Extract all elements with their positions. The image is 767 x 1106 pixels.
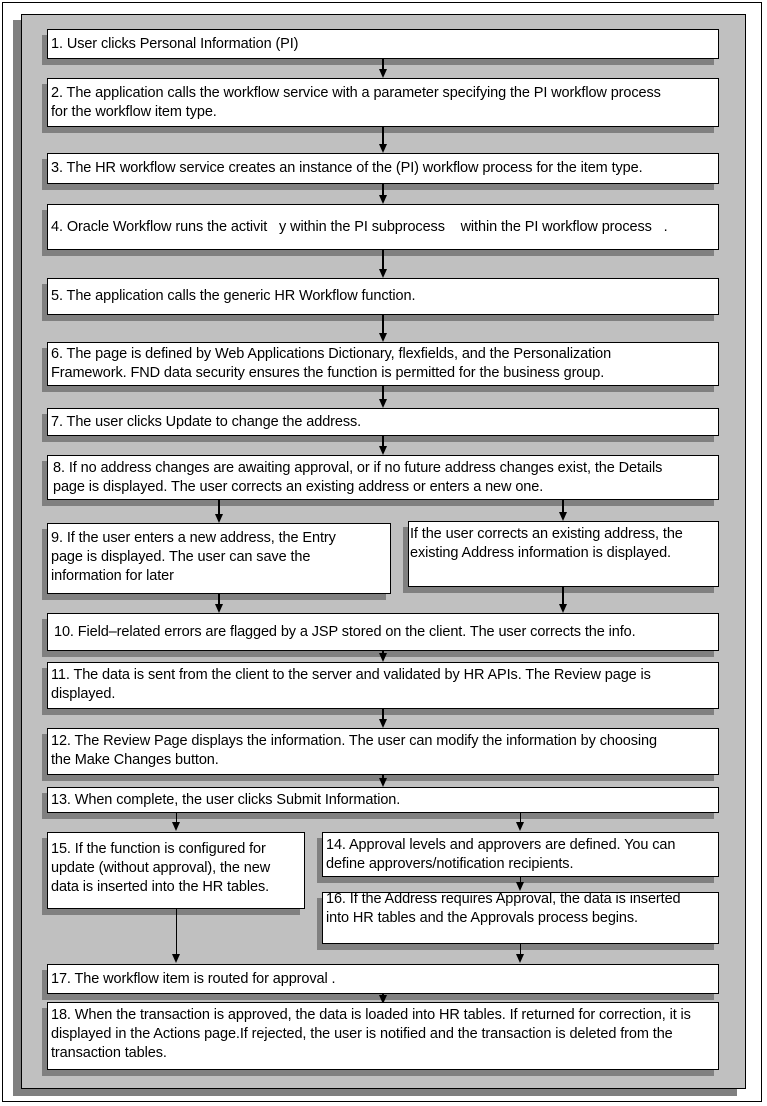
step-9-text: 9. If the user enters a new address, the Entry page is displayed. The user can save the information for later — [51, 530, 336, 584]
step-17-box — [47, 964, 719, 994]
step-2-box — [47, 78, 719, 127]
arrow-head-icon — [215, 514, 223, 523]
arrow-head-icon — [516, 954, 524, 963]
step-16-text: 16. If the Address requires Approval, the data is inserted into HR tables and the Approvals process begins. — [326, 891, 681, 926]
step-5-text: 5. The application calls the generic HR Workflow function. — [51, 288, 416, 304]
arrow-head-icon — [379, 719, 387, 728]
arrow-head-icon — [379, 144, 387, 153]
connector-line — [382, 250, 384, 271]
step-18-text: 18. When the transaction is approved, the data is loaded into HR tables. If returned for correction, it is displayed in the Actions page.If rejected, the user is notified and the transaction is deleted from the transaction tables. — [51, 1007, 691, 1061]
step-12-box — [47, 728, 719, 775]
step-14-text: 14. Approval levels and approvers are defined. You can define approvers/notification recipients. — [326, 836, 676, 872]
arrow-head-icon — [379, 446, 387, 455]
step-10-box — [47, 613, 719, 651]
step-15-text: 15. If the function is configured for update (without approval), the new data is inserted into the HR tables. — [51, 841, 271, 895]
step-13-box — [47, 787, 719, 813]
step-6-text: 6. The page is defined by Web Applications Dictionary, flexfields, and the Personalization Framework. FND data security ensures the function is permitted for the business group. — [51, 346, 612, 381]
arrow-head-icon — [379, 69, 387, 78]
connector-line — [176, 909, 177, 956]
step-11-text: 11. The data is sent from the client to the server and validated by HR APIs. The Review page is displayed. — [51, 667, 651, 702]
arrow-head-icon — [379, 653, 387, 662]
step-8-box — [47, 455, 719, 500]
arrow-head-icon — [559, 604, 567, 613]
step-4-text: 4. Oracle Workflow runs the activit y within the PI subprocess within the PI workflow process . — [51, 218, 668, 235]
step-12-text: 12. The Review Page displays the information. The user can modify the information by choosing the Make Changes button. — [51, 733, 657, 768]
step-1-box — [47, 29, 719, 59]
step-18-box — [47, 1002, 719, 1070]
step-9b-box — [408, 521, 719, 587]
step-6-box — [47, 342, 719, 386]
connector-line — [382, 315, 384, 335]
step-9b-text: If the user corrects an existing address, the existing Address information is displayed. — [410, 526, 683, 561]
step-16-box — [322, 892, 719, 944]
arrow-head-icon — [379, 333, 387, 342]
step-1-text: 1. User clicks Personal Information (PI) — [51, 35, 299, 52]
step-17-text: 17. The workflow item is routed for approval . — [51, 970, 336, 987]
arrow-head-icon — [379, 195, 387, 204]
arrow-head-icon — [559, 512, 567, 521]
arrow-head-icon — [379, 269, 387, 278]
arrow-head-icon — [172, 954, 180, 963]
step-7-text: 7. The user clicks Update to change the address. — [51, 413, 362, 430]
step-5-box — [47, 278, 719, 315]
step-10-text: 10. Field–related errors are flagged by a JSP stored on the client. The user corrects the info. — [54, 623, 636, 640]
arrow-head-icon — [215, 604, 223, 613]
step-3-box — [47, 153, 719, 184]
step-11-box — [47, 662, 719, 709]
arrow-head-icon — [379, 778, 387, 787]
step-3-text: 3. The HR workflow service creates an instance of the (PI) workflow process for the item type. — [51, 160, 643, 176]
arrow-head-icon — [516, 822, 524, 831]
step-14-box — [322, 832, 719, 877]
step-2-text: 2. The application calls the workflow service with a parameter specifying the PI workflow process for the workflow item type. — [51, 85, 661, 120]
arrow-head-icon — [379, 399, 387, 408]
step-8-text: 8. If no address changes are awaiting approval, or if no future address changes exist, the Details page is displayed. The user corrects an existing address or enters a new one. — [53, 459, 663, 495]
step-7-box — [47, 408, 719, 436]
step-15-box — [47, 832, 305, 909]
step-13-text: 13. When complete, the user clicks Submit Information. — [51, 791, 401, 808]
step-4-box — [47, 204, 719, 250]
arrow-head-icon — [172, 822, 180, 831]
step-9-box — [47, 523, 391, 594]
